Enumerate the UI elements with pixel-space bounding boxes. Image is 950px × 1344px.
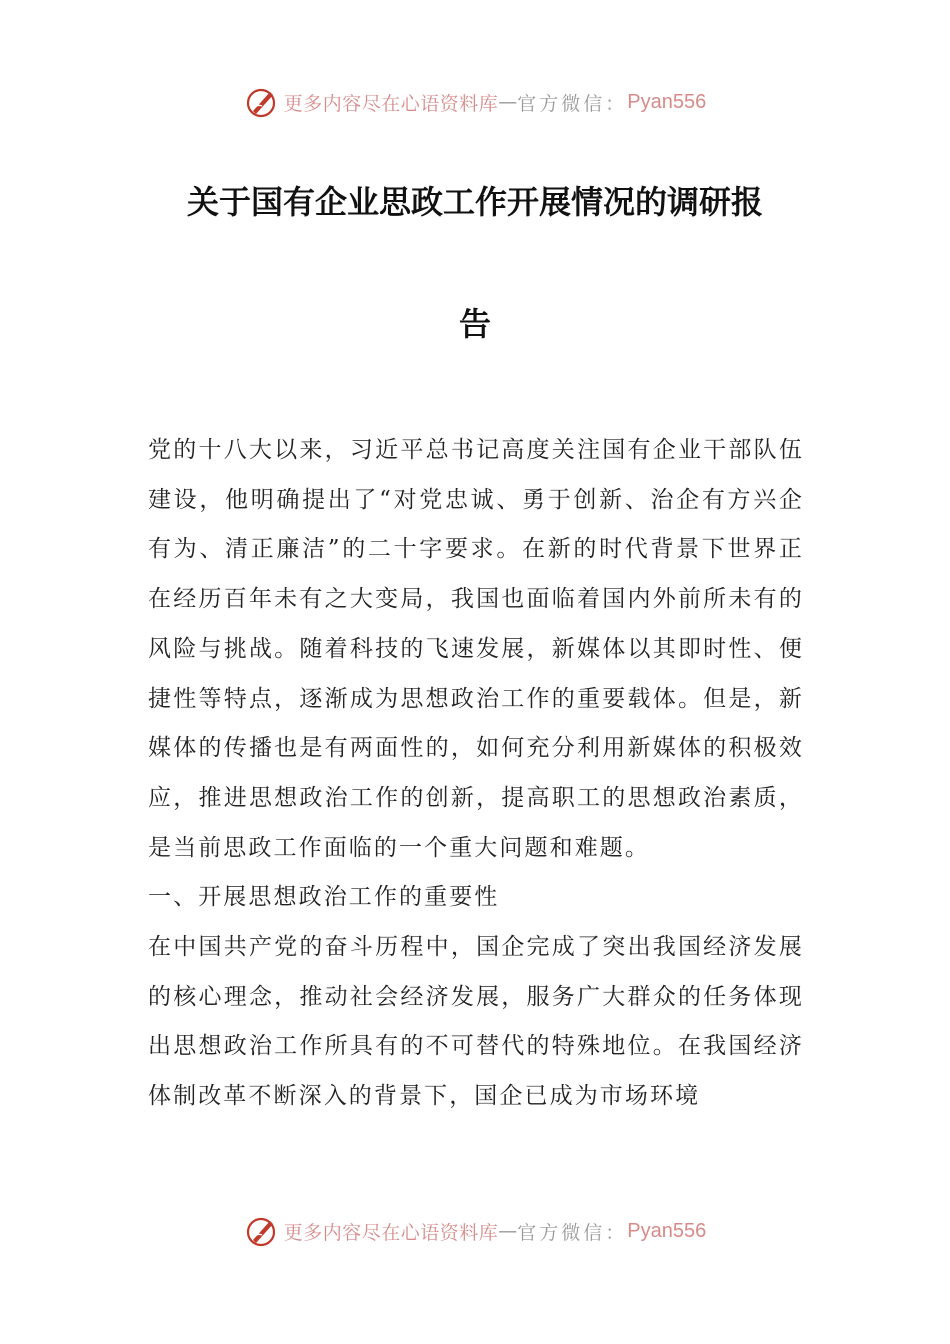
document-body bbox=[148, 426, 804, 1122]
banner-wechat-label: 官方微信： bbox=[517, 1221, 628, 1244]
title-line-1: 关于国有企业思政工作开展情况的调研报 bbox=[186, 183, 763, 221]
header-banner bbox=[0, 82, 950, 122]
banner-text: 更多内容尽在心语资料库 bbox=[283, 92, 499, 115]
paragraph-intro: 党的十八大以来，习近平总书记高度关注国有企业干部队伍建设，他明确提出了“对党忠诚、勇于创新、治企有方兴企有为、清正廉洁”的二十字要求。在新的时代背景下世界正在经历百年未有之大变局，我国也面临着国内外前所未有的风险与挑战。随着科技的飞速发展，新媒体以其即时性、便捷性等特点，逐渐成为思想政治工作的重要载体。但是，新媒体的传播也是有两面性的，如何充分利用新媒体的积极效应，推进思想政治工作的创新，提高职工的思想政治素质，是当前思政工作面临的一个重大问题和难题。 bbox=[148, 437, 804, 861]
document-title bbox=[148, 170, 802, 356]
banner-wechat-id: Pyan556 bbox=[627, 1219, 707, 1242]
pen-circle-logo-icon bbox=[244, 1213, 280, 1249]
section-heading: 一、开展思想政治工作的重要性 bbox=[148, 884, 500, 911]
title-line-2: 告 bbox=[458, 305, 491, 343]
banner-separator: — bbox=[498, 91, 518, 113]
banner-text: 更多内容尽在心语资料库 bbox=[283, 1221, 499, 1244]
footer-banner bbox=[0, 1211, 950, 1251]
banner-wechat-id: Pyan556 bbox=[627, 90, 707, 113]
paragraph-section-1: 在中国共产党的奋斗历程中，国企完成了突出我国经济发展的核心理念，推动社会经济发展，服务广大群众的任务体现出思想政治工作所具有的不可替代的特殊地位。在我国经济体制改革不断深入的背景下，国企已成为市场环境 bbox=[148, 934, 804, 1110]
banner-wechat-label: 官方微信： bbox=[517, 92, 628, 115]
banner-separator: — bbox=[498, 1220, 518, 1242]
pen-circle-logo-icon bbox=[244, 84, 280, 120]
